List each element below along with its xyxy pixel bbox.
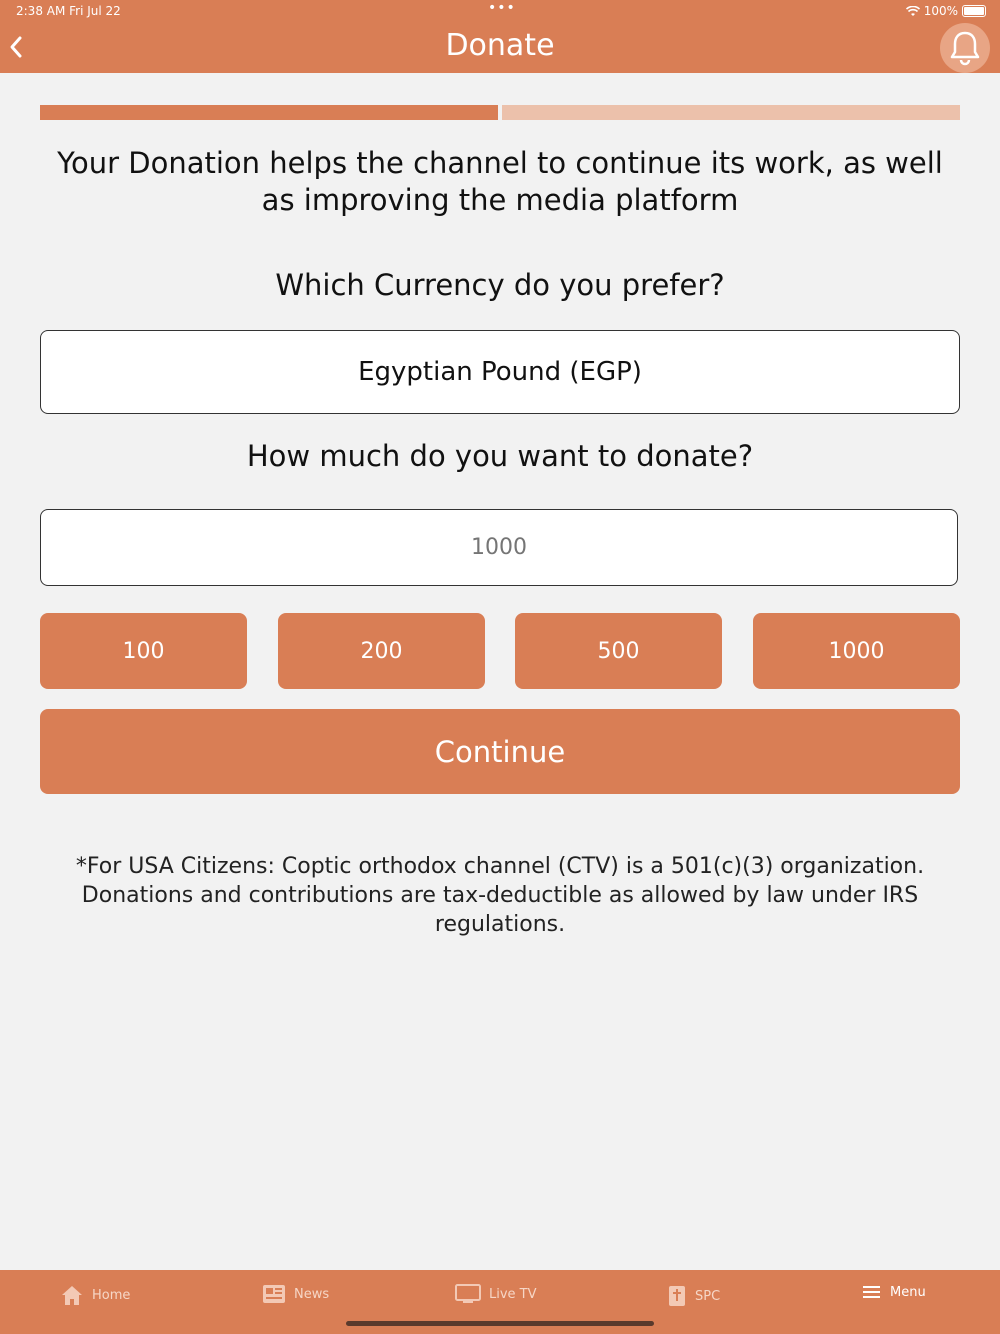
preset-button-1000[interactable] xyxy=(753,613,960,689)
status-time: 2:38 AM Fri Jul 22 xyxy=(16,4,121,18)
preset-label: 100 xyxy=(122,638,165,664)
spc-icon xyxy=(667,1284,687,1308)
tab-menu[interactable] xyxy=(862,1284,926,1300)
tab-label: Home xyxy=(92,1287,131,1303)
preset-label: 200 xyxy=(360,638,403,664)
step-progress-bar xyxy=(40,105,960,120)
wifi-icon xyxy=(906,6,920,17)
currency-selector[interactable] xyxy=(40,330,960,414)
continue-button[interactable] xyxy=(40,709,960,794)
tab-label: SPC xyxy=(695,1288,721,1304)
currency-question: Which Currency do you prefer? xyxy=(275,268,725,302)
tax-note: *For USA Citizens: Coptic orthodox channel (CTV) is a 501(c)(3) organization. Donations and contributions are tax-deductible as allowed by law under IRS regulations. xyxy=(75,854,925,937)
preset-button-100[interactable] xyxy=(40,613,247,689)
tv-icon xyxy=(455,1284,481,1304)
tab-live-tv[interactable] xyxy=(455,1284,537,1304)
preset-button-500[interactable] xyxy=(515,613,722,689)
header-bar xyxy=(0,0,1000,73)
amount-question: How much do you want to donate? xyxy=(246,439,754,473)
continue-label: Continue xyxy=(434,734,566,769)
preset-button-200[interactable] xyxy=(278,613,485,689)
tab-spc[interactable] xyxy=(667,1284,720,1308)
bell-icon xyxy=(948,30,982,66)
tab-label: Menu xyxy=(890,1284,926,1300)
status-indicators xyxy=(906,4,986,18)
battery-icon xyxy=(962,5,986,17)
home-indicator[interactable] xyxy=(346,1321,654,1326)
preset-amounts xyxy=(40,613,960,689)
intro-text: Your Donation helps the channel to continue its work, as well as improving the media platform xyxy=(57,146,943,217)
amount-input[interactable] xyxy=(40,509,958,586)
battery-percent: 100% xyxy=(923,4,958,18)
notifications-button[interactable] xyxy=(940,23,990,73)
tab-news[interactable] xyxy=(262,1284,329,1304)
menu-icon xyxy=(862,1284,882,1300)
news-icon xyxy=(262,1284,286,1304)
tab-label: News xyxy=(294,1286,330,1302)
tab-label: Live TV xyxy=(489,1286,537,1302)
preset-label: 500 xyxy=(597,638,640,664)
progress-filled xyxy=(40,105,498,120)
page-title: Donate xyxy=(445,28,555,63)
currency-selected-value: Egyptian Pound (EGP) xyxy=(358,357,642,387)
multitasking-dots[interactable]: ••• xyxy=(488,0,516,16)
home-icon xyxy=(60,1284,84,1306)
preset-label: 1000 xyxy=(828,638,885,664)
progress-remaining xyxy=(502,105,960,120)
tab-home[interactable] xyxy=(60,1284,130,1306)
